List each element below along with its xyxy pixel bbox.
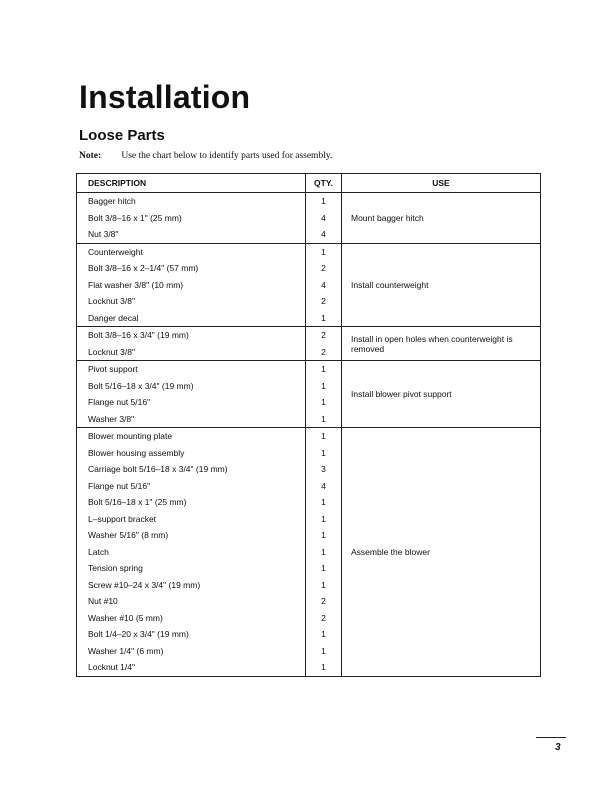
part-description: Carriage bolt 5/16–18 x 3/4" (19 mm) [77,461,306,478]
note-label: Note: [79,151,102,161]
header-use: USE [342,174,541,193]
part-description: Bolt 3/8–16 x 2–1/4" (57 mm) [77,260,306,277]
part-qty: 2 [306,327,342,344]
part-description: Nut #10 [77,593,306,610]
part-description: Bolt 3/8–16 x 1" (25 mm) [77,210,306,227]
part-description: Washer 1/4" (6 mm) [77,643,306,660]
part-description: Tension spring [77,560,306,577]
part-qty: 2 [306,260,342,277]
table-row [77,361,541,378]
part-description: Flange nut 5/16" [77,394,306,411]
part-qty: 1 [306,428,342,445]
section-title: Loose Parts [79,127,165,144]
part-use: Install blower pivot support [342,361,541,428]
part-qty: 1 [306,243,342,260]
page-number: 3 [555,742,561,753]
part-description: Locknut 3/8" [77,293,306,310]
part-qty: 1 [306,659,342,676]
part-qty: 1 [306,577,342,594]
part-qty: 3 [306,461,342,478]
part-qty: 1 [306,411,342,428]
part-qty: 1 [306,527,342,544]
part-qty: 1 [306,394,342,411]
part-qty: 1 [306,544,342,561]
part-description: Washer #10 (5 mm) [77,610,306,627]
part-qty: 1 [306,626,342,643]
part-description: Flange nut 5/16" [77,478,306,495]
part-qty: 2 [306,593,342,610]
part-description: Latch [77,544,306,561]
table-row [77,193,541,210]
part-use: Assemble the blower [342,428,541,677]
table-row [77,327,541,344]
part-qty: 1 [306,494,342,511]
part-description: Bolt 1/4–20 x 3/4" (19 mm) [77,626,306,643]
part-qty: 4 [306,226,342,243]
part-qty: 1 [306,445,342,462]
part-qty: 1 [306,643,342,660]
parts-table-body [77,193,541,677]
part-qty: 2 [306,610,342,627]
part-description: Bagger hitch [77,193,306,210]
part-use: Mount bagger hitch [342,193,541,244]
table-row [77,243,541,260]
part-qty: 1 [306,361,342,378]
part-qty: 4 [306,478,342,495]
part-description: Bolt 3/8–16 x 3/4" (19 mm) [77,327,306,344]
part-description: Blower housing assembly [77,445,306,462]
part-description: Bolt 5/16–18 x 3/4" (19 mm) [77,378,306,395]
part-description: Bolt 5/16–18 x 1" (25 mm) [77,494,306,511]
header-qty: QTY. [306,174,342,193]
part-qty: 1 [306,378,342,395]
part-description: Counterweight [77,243,306,260]
part-qty: 1 [306,193,342,210]
footer-rule [536,737,566,738]
part-description: Flat washer 3/8" (10 mm) [77,277,306,294]
part-qty: 2 [306,344,342,361]
header-description: DESCRIPTION [77,174,306,193]
part-description: Pivot support [77,361,306,378]
loose-parts-table [76,173,541,677]
note [79,150,332,162]
part-description: Washer 5/16" (8 mm) [77,527,306,544]
part-use: Install in open holes when counterweight is removed [342,327,541,361]
part-description: Screw #10–24 x 3/4" (19 mm) [77,577,306,594]
note-text: Use the chart below to identify parts used for assembly. [121,151,333,161]
part-qty: 4 [306,277,342,294]
part-use: Install counterweight [342,243,541,327]
part-description: Nut 3/8" [77,226,306,243]
part-qty: 4 [306,210,342,227]
part-qty: 1 [306,310,342,327]
table-header-row [77,174,541,193]
part-description: L–support bracket [77,511,306,528]
part-description: Locknut 1/4" [77,659,306,676]
part-description: Danger decal [77,310,306,327]
part-qty: 1 [306,511,342,528]
part-description: Blower mounting plate [77,428,306,445]
part-description: Locknut 3/8" [77,344,306,361]
part-description: Washer 3/8" [77,411,306,428]
part-qty: 1 [306,560,342,577]
page-title: Installation [79,79,251,115]
part-qty: 2 [306,293,342,310]
table-row [77,428,541,445]
